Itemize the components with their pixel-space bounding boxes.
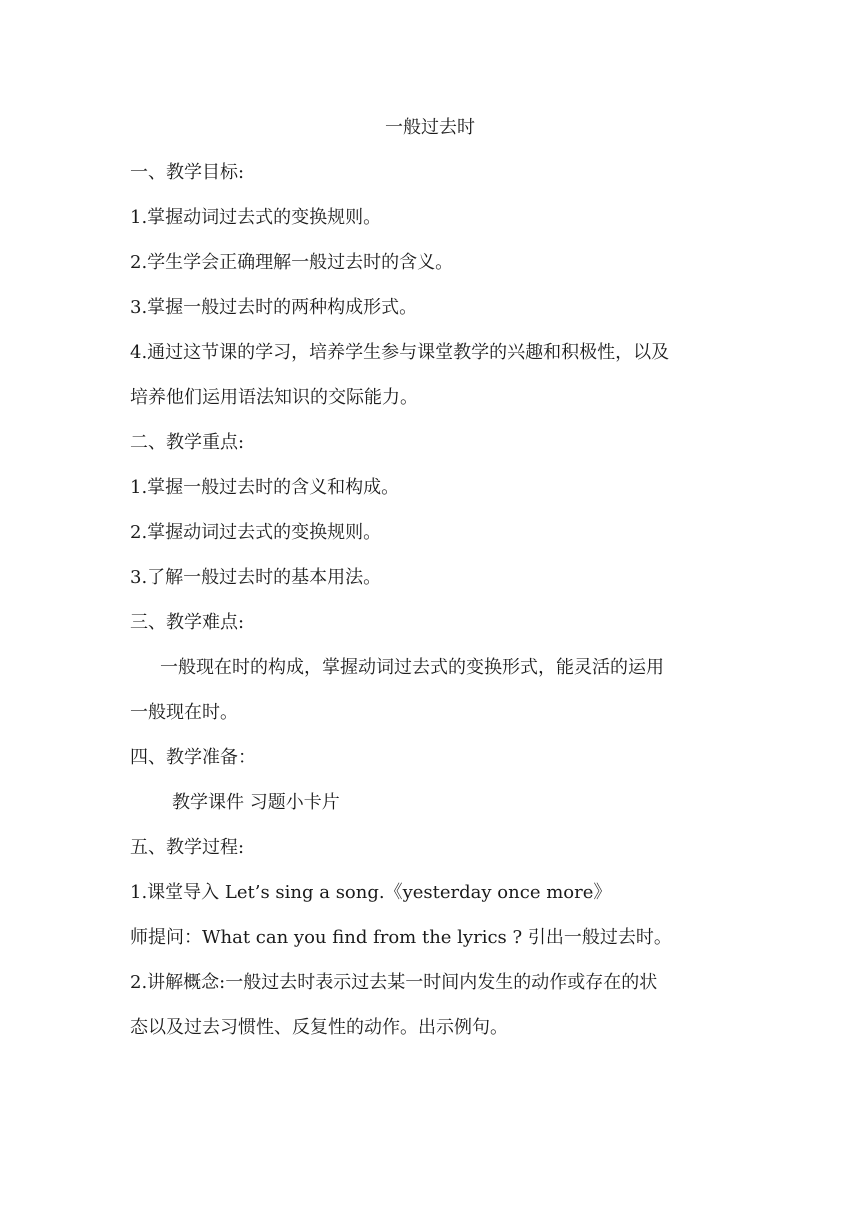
keypoint-item: 1.掌握一般过去时的含义和构成。 (130, 477, 400, 498)
difficulty-text: 一般现在时的构成，掌握动词过去式的变换形式，能灵活的运用 (160, 657, 664, 678)
section-heading-goals: 一、教学目标: (130, 162, 245, 183)
process-item: 1.课堂导入 Let’s sing a song.《yesterday once more》 (130, 882, 612, 903)
section-heading-keypoints: 二、教学重点: (130, 432, 245, 453)
goal-item-continuation: 培养他们运用语法知识的交际能力。 (130, 387, 418, 408)
section-heading-difficulties: 三、教学难点: (130, 612, 245, 633)
process-item-continuation: 态以及过去习惯性、反复性的动作。出示例句。 (130, 1017, 508, 1038)
keypoint-item: 2.掌握动词过去式的变换规则。 (130, 522, 382, 543)
process-item: 师提问：What can you find from the lyrics ? 引出一般过去时。 (130, 927, 672, 948)
goal-item: 4.通过这节课的学习，培养学生参与课堂教学的兴趣和积极性，以及 (130, 342, 670, 363)
document-title: 一般过去时 (385, 117, 475, 138)
process-item: 2.讲解概念:一般过去时表示过去某一时间内发生的动作或存在的状 (130, 972, 658, 993)
preparation-text: 教学课件 习题小卡片 (172, 792, 340, 813)
keypoint-item: 3.了解一般过去时的基本用法。 (130, 567, 382, 588)
section-heading-process: 五、教学过程: (130, 837, 245, 858)
section-heading-preparation: 四、教学准备： (130, 747, 256, 768)
goal-item: 3.掌握一般过去时的两种构成形式。 (130, 297, 418, 318)
goal-item: 2.学生学会正确理解一般过去时的含义。 (130, 252, 454, 273)
difficulty-text-continuation: 一般现在时。 (130, 702, 238, 723)
goal-item: 1.掌握动词过去式的变换规则。 (130, 207, 382, 228)
